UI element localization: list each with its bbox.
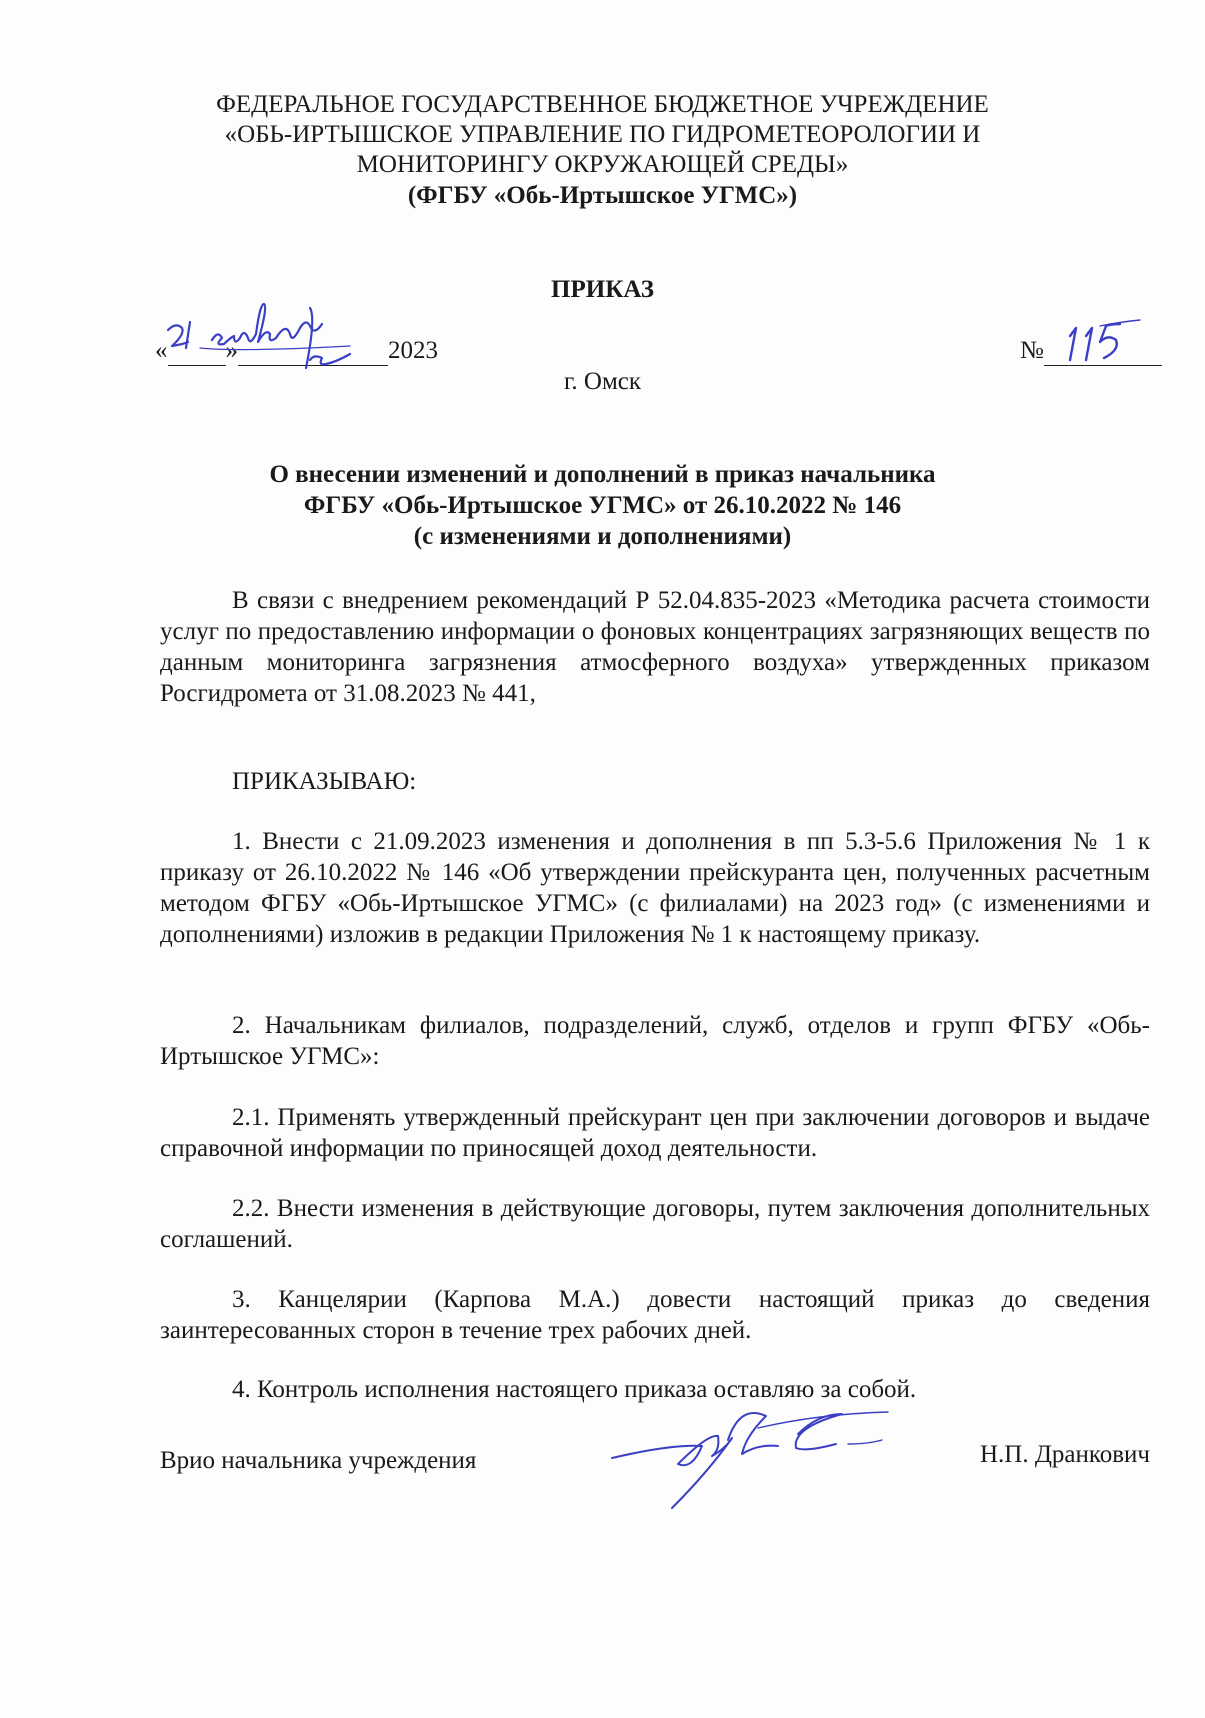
item-4-text: 4. Контроль исполнения настоящего приказа оставляю за собой.	[232, 1376, 917, 1403]
subject-line-3: (с изменениями и дополнениями)	[413, 523, 792, 550]
order-word-text: ПРИКАЗЫВАЮ:	[232, 768, 417, 795]
item-2-1-text: 2.1. Применять утвержденный прейскурант цен при заключении договоров и выдаче справочной информации по приносящей доход деятельности.	[160, 1104, 1150, 1162]
org-name-line-1: ФЕДЕРАЛЬНОЕ ГОСУДАРСТВЕННОЕ БЮДЖЕТНОЕ УЧРЕЖДЕНИЕ	[216, 91, 989, 118]
item-2-text: 2. Начальникам филиалов, подразделений, служб, отделов и групп ФГБУ «Обь-Иртышское УГМС»:	[160, 1012, 1150, 1070]
doc-type-title: ПРИКАЗ	[551, 276, 654, 303]
handwritten-signature	[608, 1400, 908, 1520]
date-year: 2023	[388, 337, 438, 364]
preamble-text: В связи с внедрением рекомендаций Р 52.04.835-2023 «Методика расчета стоимости услуг по предоставлению информации о фоновых концентрациях загрязняющих веществ по данным мониторинга загрязнения атмосферного воздуха» утвержденных приказом Росгидромета от 31.08.2023 № 441,	[160, 587, 1150, 707]
subject-line-1: О внесении изменений и дополнений в приказ начальника	[269, 461, 936, 488]
item-1-text: 1. Внести с 21.09.2023 изменения и дополнения в пп 5.3-5.6 Приложения № 1 к приказу от 26.10.2022 № 146 «Об утверждении прейскуранта цен, полученных расчетным методом ФГБУ «Обь-Иртышское УГМС» (с филиалами) на 2023 год» (с изменениями и дополнениями) изложив в редакции Приложения № 1 к настоящему приказу.	[160, 828, 1150, 948]
item-1	[160, 826, 1150, 950]
city: г. Омск	[563, 368, 642, 395]
number-prefix: №	[1020, 337, 1044, 364]
item-2	[160, 1010, 1150, 1072]
handwritten-month	[212, 304, 322, 344]
item-3-text: 3. Канцелярии (Карпова М.А.) довести настоящий приказ до сведения заинтересованных сторон в течение трех рабочих дней.	[160, 1286, 1150, 1344]
date-close-quote: »	[225, 337, 238, 364]
handwritten-day-21	[168, 325, 188, 346]
subject-line-2: ФГБУ «Обь-Иртышское УГМС» от 26.10.2022 № 146	[303, 492, 902, 519]
item-2-2	[160, 1193, 1150, 1255]
org-name-line-3: МОНИТОРИНГУ ОКРУЖАЮЩЕЙ СРЕДЫ»	[356, 151, 849, 178]
order-word	[160, 766, 1150, 797]
signatory-name: Н.П. Дранкович	[979, 1441, 1150, 1468]
org-short-name: (ФГБУ «Обь-Иртышское УГМС»)	[407, 182, 798, 209]
handwritten-number-115	[1060, 318, 1150, 368]
org-name-line-2: «ОБЬ-ИРТЫШСКОЕ УПРАВЛЕНИЕ ПО ГИДРОМЕТЕОРОЛОГИИ И	[224, 121, 981, 148]
preamble-paragraph	[160, 585, 1150, 709]
item-2-1	[160, 1102, 1150, 1164]
date-open-quote: «	[155, 337, 168, 364]
item-3	[160, 1284, 1150, 1346]
item-2-2-text: 2.2. Внести изменения в действующие договоры, путем заключения дополнительных соглашений.	[160, 1195, 1150, 1253]
signatory-position: Врио начальника учреждения	[160, 1447, 477, 1474]
